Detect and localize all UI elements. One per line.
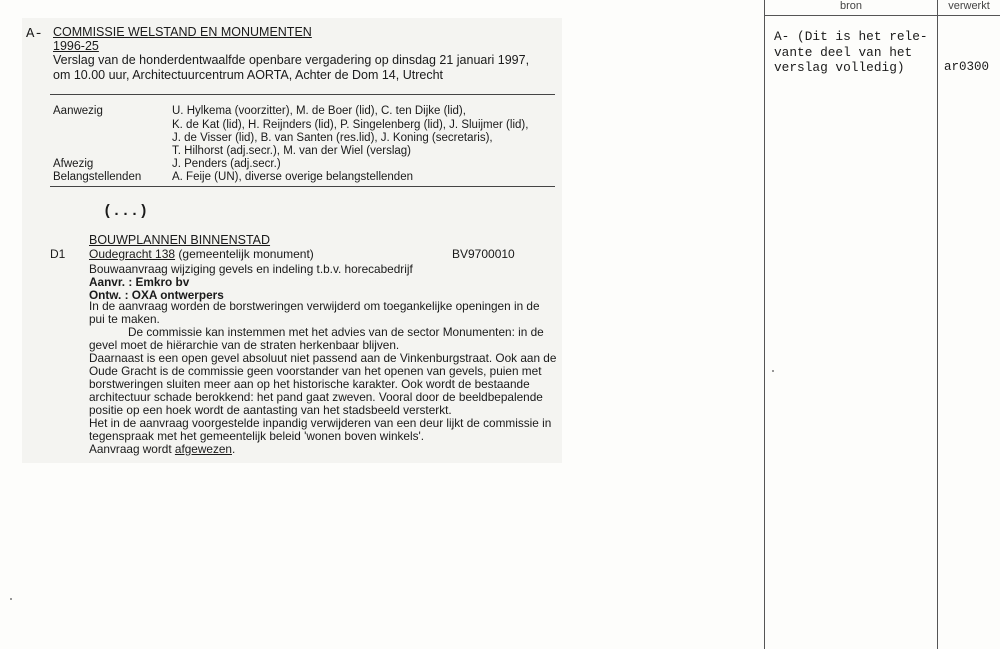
item-address-note: (gemeentelijk monument) [175, 247, 314, 261]
body-line: In de aanvraag worden de borstweringen verwijderd om toegankelijke openingen in de [89, 299, 540, 313]
section-title: BOUWPLANNEN BINNENSTAD [89, 233, 271, 247]
present-line-2: K. de Kat (lid), H. Reijnders (lid), P. Singelenberg (lid), J. Sluijmer (lid), [172, 119, 529, 131]
divider-bottom [50, 186, 555, 187]
absent-label: Afwezig [53, 158, 94, 170]
body-line: De commissie kan instemmen met het advies van de sector Monumenten: in de [128, 325, 544, 339]
absent-text: J. Penders (adj.secr.) [172, 158, 281, 170]
present-line-1: U. Hylkema (voorzitter), M. de Boer (lid), C. ten Dijke (lid), [172, 105, 466, 117]
source-note: A- (Dit is het rele- vante deel van het verslag volledig) [774, 29, 928, 75]
dossier-number: BV9700010 [452, 247, 515, 261]
present-line-3: J. de Visser (lid), B. van Santen (res.lid), J. Koning (secretaris), [172, 132, 493, 144]
scan-speck [772, 370, 774, 372]
present-line-4: T. Hilhorst (adj.secr.), M. van der Wiel (verslag) [172, 145, 412, 157]
body-line: borstweringen sluiten meer aan op het historische karakter. Ook wordt de bestaande [89, 377, 530, 391]
body-line: pui te maken. [89, 312, 160, 326]
omission-mark: (...) [103, 203, 149, 220]
body-line: Daarnaast is een open gevel absoluut niet passend aan de Vinkenburgstraat. Ook aan de [89, 351, 557, 365]
column-border-middle [937, 0, 938, 649]
body-line: Het in de aanvraag voorgestelde inpandig verwijderen van een deur lijkt de commissie in [89, 416, 552, 430]
minute-line-1: Verslag van de honderdentwaalfde openbare vergadering op dinsdag 21 januari 1997, [53, 53, 530, 67]
header-divider [764, 15, 1000, 16]
document-title: COMMISSIE WELSTAND EN MONUMENTEN [53, 25, 312, 39]
minute-line-2: om 10.00 uur, Architectuurcentrum AORTA, Achter de Dom 14, Utrecht [53, 68, 443, 82]
item-code: D1 [50, 247, 66, 261]
stakeholders-label: Belangstellenden [53, 171, 142, 183]
document-marker: A- [26, 26, 43, 42]
body-line: positie op een hoek wordt de aantasting van het stadsbeeld versterkt. [89, 403, 452, 417]
conclusion-decision: afgewezen [174, 442, 232, 456]
body-line: gevel moet de hiërarchie van de straten herkenbaar blijven. [89, 338, 400, 352]
scan-speck [10, 598, 12, 600]
body-line: Aanvr. : Emkro bv [89, 275, 190, 289]
stakeholders-text: A. Feije (UN), diverse overige belangstellenden [172, 171, 413, 183]
column-header-bron: bron [839, 0, 863, 12]
present-label: Aanwezig [53, 105, 103, 117]
divider-top [50, 94, 555, 95]
document-number: 1996-25 [53, 39, 99, 53]
body-line: architectuur schade berokkend: het pand gaat zweven. Vooral door de beeldbepalende [89, 390, 543, 404]
column-border-left [764, 0, 765, 649]
item-address [89, 247, 314, 261]
body-line: Oude Gracht is de commissie geen voorstander van het openen van gevels, puien met [89, 364, 542, 378]
column-header-verwerkt: verwerkt [948, 0, 990, 12]
processing-code: ar0300 [944, 60, 990, 74]
conclusion-suffix: . [231, 442, 236, 456]
body-line: tegenspraak met het gemeentelijk beleid 'wonen boven winkels'. [89, 429, 425, 443]
item-street: Oudegracht 138 [89, 247, 176, 261]
conclusion-prefix: Aanvraag wordt [89, 442, 175, 456]
body-line: Bouwaanvraag wijziging gevels en indeling t.b.v. horecabedrijf [89, 262, 413, 276]
body-line: Ontw. : OXA ontwerpers [89, 288, 224, 302]
conclusion-line [89, 442, 235, 456]
